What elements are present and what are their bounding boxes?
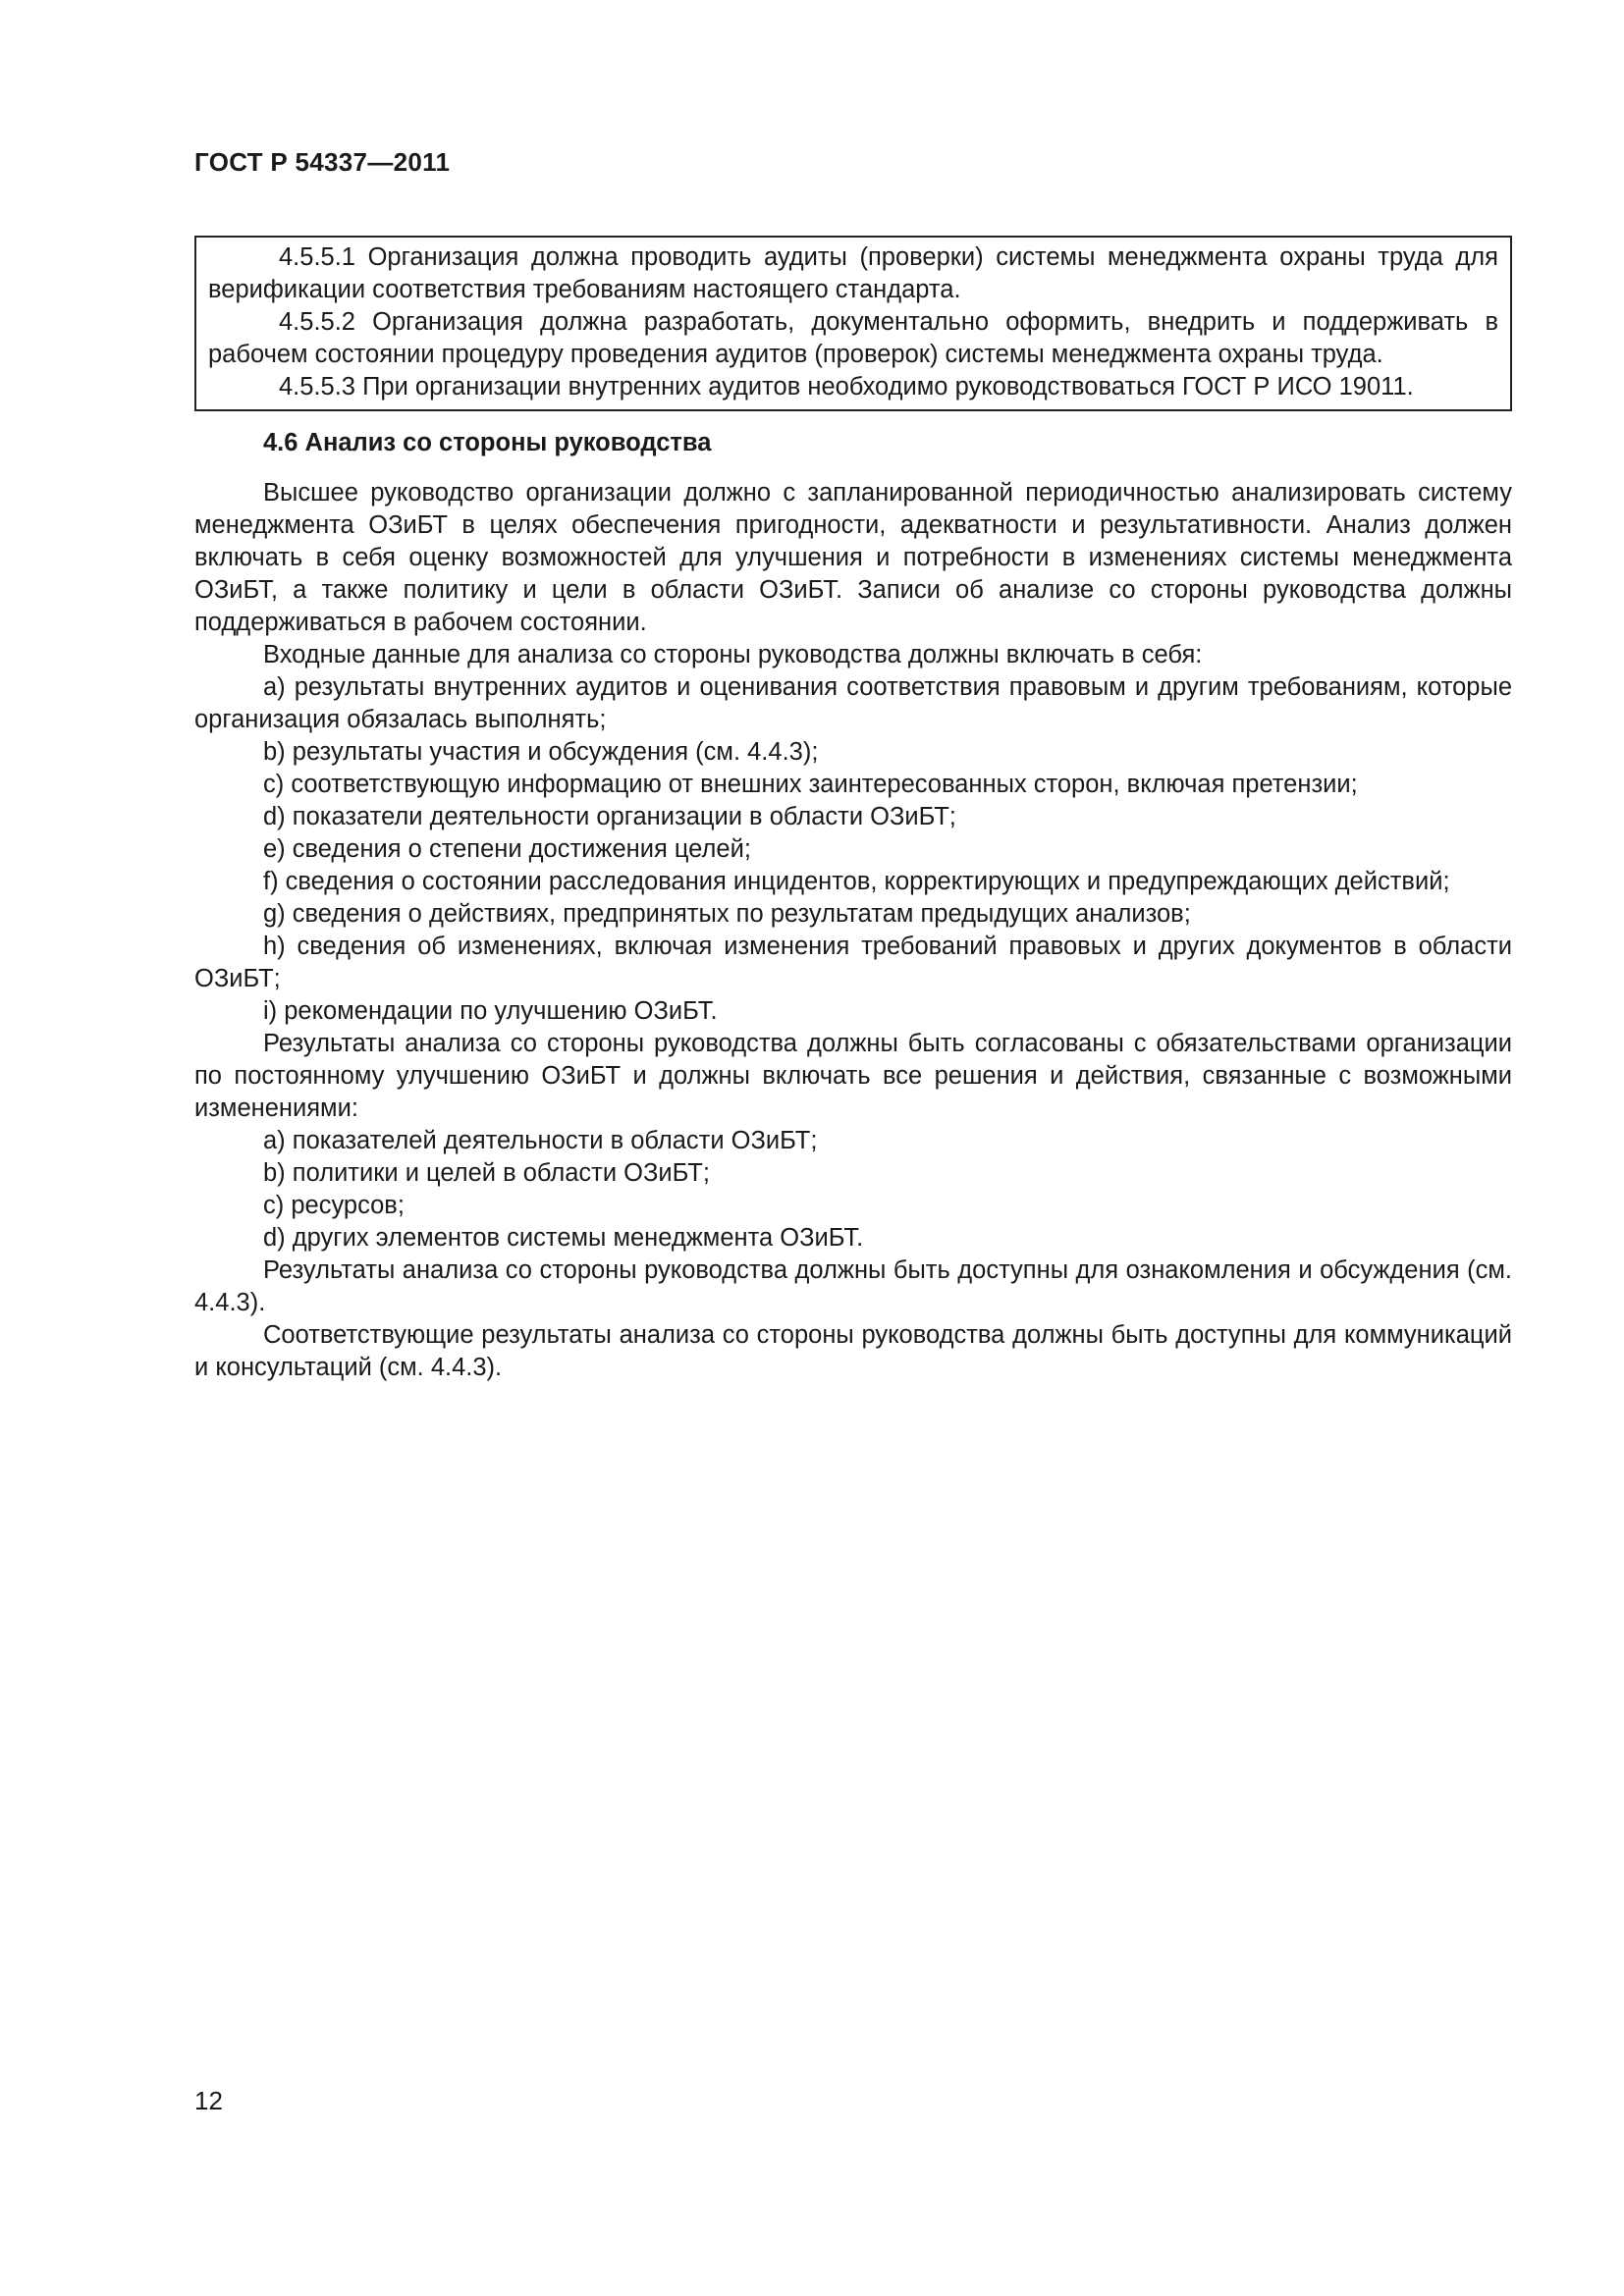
paragraph: Результаты анализа со стороны руководства должны быть согласованы с обязательствами организации по постоянному улучшению ОЗиБТ и должны включать все решения и действия, связанные с возможными изменениями: [194, 1030, 1512, 1122]
list-item: d) других элементов системы менеджмента ОЗиБТ. [263, 1224, 864, 1252]
list-item: h) сведения об изменениях, включая изменения требований правовых и других документов в области ОЗиБТ; [194, 933, 1512, 992]
paragraph: Результаты анализа со стороны руководства должны быть доступны для ознакомления и обсуждения (см. 4.4.3). [194, 1256, 1512, 1316]
list-item: g) сведения о действиях, предпринятых по результатам предыдущих анализов; [263, 900, 1191, 928]
paragraph: Входные данные для анализа со стороны руководства должны включать в себя: [263, 641, 1203, 668]
paragraph: Высшее руководство организации должно с запланированной периодичностью анализировать систему менеджмента ОЗиБТ в целях обеспечения пригодности, адекватности и результативности. Анализ должен включать в себя оценку возможностей для улучшения и потребности в изменениях системы менеджмента ОЗиБТ, а также политику и цели в области ОЗиБТ. Записи об анализе со стороны руководства должны поддерживаться в рабочем состоянии. [194, 479, 1512, 636]
paragraph: Соответствующие результаты анализа со стороны руководства должны быть доступны для коммуникаций и консультаций (см. 4.4.3). [194, 1321, 1512, 1381]
list-item: b) результаты участия и обсуждения (см. 4.4.3); [263, 738, 819, 766]
list-item: d) показатели деятельности организации в области ОЗиБТ; [263, 803, 956, 830]
list-item: c) соответствующую информацию от внешних заинтересованных сторон, включая претензии; [263, 771, 1358, 798]
list-item: e) сведения о степени достижения целей; [263, 835, 751, 863]
document-header: ГОСТ Р 54337—2011 [194, 147, 451, 177]
page-number: 12 [194, 2086, 223, 2115]
page-content [194, 236, 1512, 1384]
list-item: a) результаты внутренних аудитов и оценивания соответствия правовым и другим требованиям, которые организация обязалась выполнять; [194, 673, 1512, 733]
clause-4-5-5-3: 4.5.5.3 При организации внутренних аудитов необходимо руководствоваться ГОСТ Р ИСО 19011. [279, 373, 1414, 400]
list-item: a) показателей деятельности в области ОЗиБТ; [263, 1127, 818, 1154]
section-title: 4.6 Анализ со стороны руководства [263, 429, 712, 456]
list-item: i) рекомендации по улучшению ОЗиБТ. [263, 997, 718, 1025]
clause-4-5-5-1: 4.5.5.1 Организация должна проводить аудиты (проверки) системы менеджмента охраны труда для верификации соответствия требованиям настоящего стандарта. [208, 243, 1498, 303]
clause-4-5-5-2: 4.5.5.2 Организация должна разработать, документально оформить, внедрить и поддерживать в рабочем состоянии процедуру проведения аудитов (проверок) системы менеджмента охраны труда. [208, 308, 1498, 368]
list-item: b) политики и целей в области ОЗиБТ; [263, 1159, 710, 1187]
list-item: c) ресурсов; [263, 1192, 405, 1219]
list-item: f) сведения о состоянии расследования инцидентов, корректирующих и предупреждающих действий; [263, 868, 1450, 895]
boxed-clauses [194, 236, 1512, 411]
